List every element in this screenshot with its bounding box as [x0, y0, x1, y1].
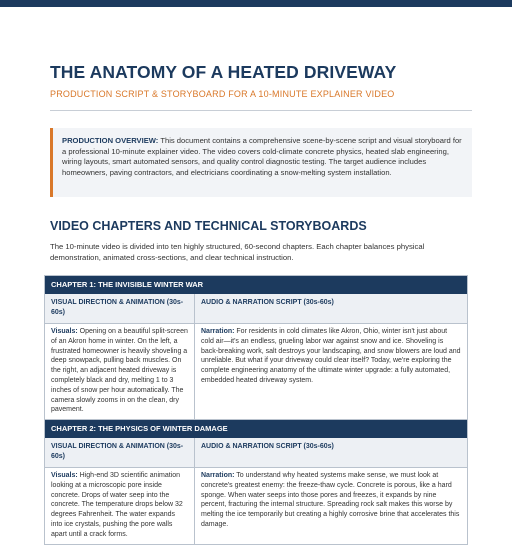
overview-label: PRODUCTION OVERVIEW:	[62, 136, 159, 145]
narration-label: Narration:	[201, 328, 235, 335]
visuals-text: Opening on a beautiful split-screen of an Akron home in winter. On the left, a frustrated homeowner is heavily shoveling a deep snowpack, pulling back muscles. On the right, an adjacent heated driveway is completely black and dry, melting 1 to 3 inches of snow per hour automatically. The camera slowly zooms in on the clean, dry pavement.	[51, 328, 188, 414]
chapter-title: CHAPTER 2: THE PHYSICS OF WINTER DAMAGE	[45, 420, 467, 438]
chapter-column-headers	[45, 438, 467, 468]
visual-cell	[45, 324, 195, 419]
narration-label: Narration:	[201, 472, 235, 479]
narration-text: For residents in cold climates like Akron, Ohio, winter isn't just about cold air—it's an endless, grueling labor war against snow and ice. Shoveling is back-breaking work, salt destroys your landscaping, and snow blowers are loud and unreliable. But what if your driveway could clear itself? Today, we're exploring the complete engineering anatomy of the ultimate winter upgrade: a fully automated, embedded heated driveway system.	[201, 328, 461, 384]
audio-column-header: AUDIO & NARRATION SCRIPT (30s-60s)	[201, 299, 334, 306]
production-overview-callout	[50, 128, 472, 197]
document-title: THE ANATOMY OF A HEATED DRIVEWAY	[50, 62, 397, 82]
audio-column-header: AUDIO & NARRATION SCRIPT (30s-60s)	[201, 443, 334, 450]
visuals-text: High-end 3D scientific animation looking at a microscopic pore inside concrete. Drops of water seep into the concrete. The temperature drops below 32 degrees Fahrenheit. The water expands into ice crystals, pushing the pore walls apart until a crack forms.	[51, 472, 183, 538]
chapter-table-2	[44, 419, 468, 545]
overview-text: This document contains a comprehensive scene-by-scene script and visual storyboard for a professional 10-minute explainer video. The video covers cold-climate concrete physics, heated slab engineering, wiring layouts, smart automated sensors, and quality control diagnostic testing. The target audience includes homeowners, paving contractors, and electricians coordinating a snow-melting system installation.	[62, 136, 462, 177]
title-divider	[50, 110, 472, 111]
visuals-label: Visuals:	[51, 472, 78, 479]
visual-cell	[45, 468, 195, 544]
chapter-title: CHAPTER 1: THE INVISIBLE WINTER WAR	[45, 276, 467, 294]
chapter-content-row	[45, 324, 467, 419]
section-heading: VIDEO CHAPTERS AND TECHNICAL STORYBOARDS	[50, 219, 367, 233]
visuals-label: Visuals:	[51, 328, 78, 335]
chapter-table-1	[44, 275, 468, 420]
chapter-column-headers	[45, 294, 467, 324]
visual-column-header: VISUAL DIRECTION & ANIMATION (30s-60s)	[45, 438, 195, 467]
chapter-content-row	[45, 468, 467, 544]
audio-cell	[195, 324, 467, 419]
audio-cell	[195, 468, 467, 544]
document-subtitle: PRODUCTION SCRIPT & STORYBOARD FOR A 10-MINUTE EXPLAINER VIDEO	[50, 89, 395, 99]
top-accent-bar	[0, 0, 512, 7]
visual-column-header: VISUAL DIRECTION & ANIMATION (30s-60s)	[45, 294, 195, 323]
narration-text: To understand why heated systems make sense, we must look at concrete's greatest enemy: the freeze-thaw cycle. Concrete is porous, like a hard sponge. When water seeps into those pores and freezes, it expands by nine percent, fracturing the internal structure. Spreading rock salt makes this worse by melting the ice temporarily but creating a highly corrosive brine that accelerates this damage.	[201, 472, 460, 528]
section-intro: The 10-minute video is divided into ten highly structured, 60-second chapters. Each chapter balances physical demonstration, animated cross-sections, and clear technical instruction.	[50, 242, 425, 262]
